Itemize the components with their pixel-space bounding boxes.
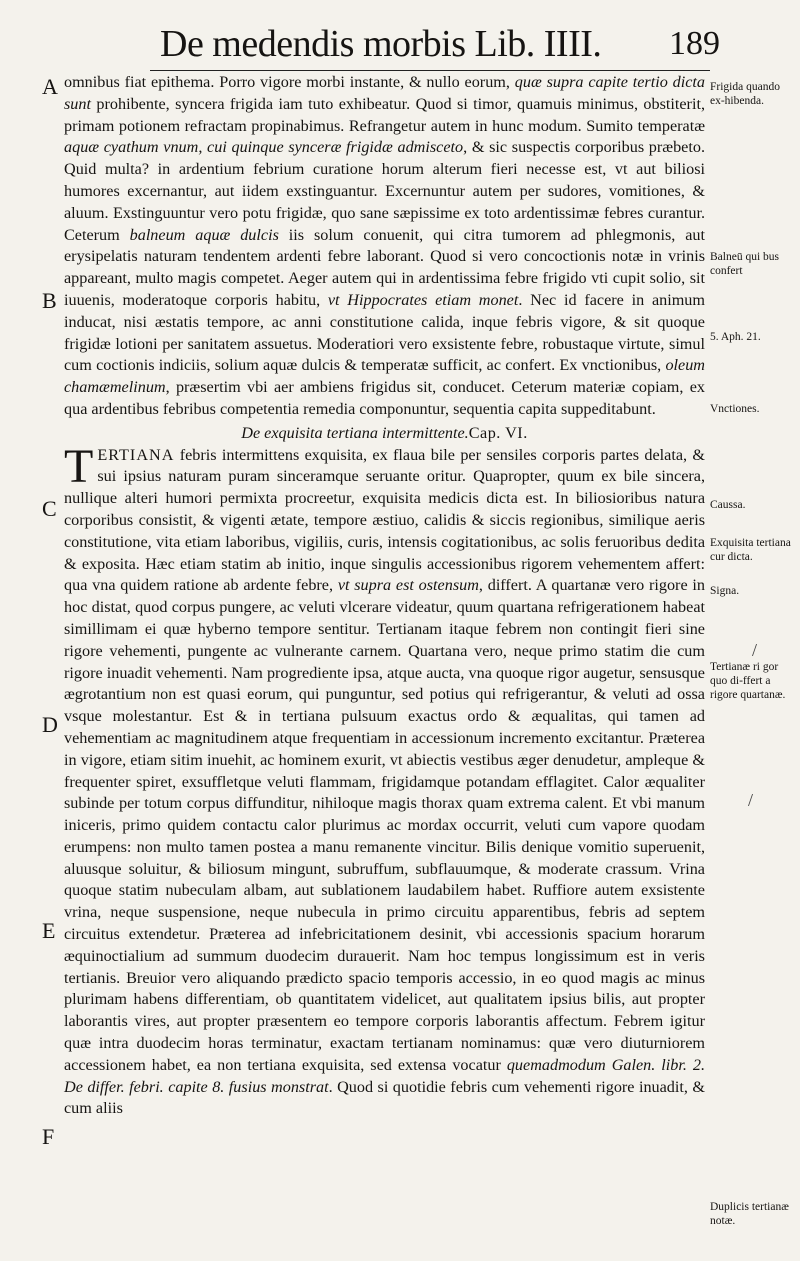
text-run: , differt. A quartanæ vero rigore in hoc distat, quod corpus pungere, ac veluti vlcerare videatur, quum quartana refrigerationem habeat simillimam ei quæ hyberno tempore sentitur. Tertianam itaque febrem non contingit fieri sine rigore vehementi, pungente ac vulnerante carnem. Quartana vero, neque primo statim die cum rigore inuadit vehementi. Nam progrediente ipsa, atque aucta, vna quoque rigor augetur, sensusque ægrotantium non est quasi eorum, qui punguntur, sed potius qui refrigerantur, & veluti ad ossa vsque molestantur. Est & in tertiana pulsuum exactus ordo & æqualitas, qui tamen ad vehementiam ac magnitudinem atque frequentiam in accessionum incremento excitantur. Præterea in vigore, etiam sitim inuehit, ac hominem exurit, vt abiectis vestibus æger denudetur, ampleque & frequenter spiret, exsuffletque veluti flammam, frigidamque potandam efflagitet. Calor æqualiter subinde per totum corpus diffunditur, nihiloque magis thorax quam extrema calent. Et vbi manum iniceris, primo quidem contactu calor plurimus ac mordax occurrit, veluti cum vapore quodam erumpens: non multo tamen postea a manu remanente vincitur. Bilis denique vomitio superuenit, aluusque soluitur, & biliosum mingunt, subruffum, subflauumque, & moderate crassum. Vrina quoque statim nubeculam albam, aut sublationem laudabilem habet. Ruffiore autem exsistente vrina, neque suspensione, neque nubecula in primo circuitu apparentibus, febris ad septem circuitus extendetur. Præterea ad infebricitationem desinit, vbi accessionis spacium horarum æquinoctialium ad summum duodecim durauerit. Nam hoc tempus longissimum est in veris tertianis. Breuior vero aliquando prædicto spacio temporis accessio, in eo quod magis ac minus plurimam habens differentiam, ob quantitatem videlicet, aut qualitatem ipsius bilis, aut propter laborantis vires, aut propter præsentem eo tempore corporis laborantis affectum. Febrem igitur quæ intra duodecim horas terminatur, exactam tertianam nominamus: quæ vero diuturniorem accessionem habet, ea non tertiana exquisita, sed extensa vocatur [64,576,705,1074]
running-head [160,18,720,70]
text-run: , præsertim vbi aer ambiens frigidus sit, conducet. Ceterum materiæ copiam, ex qua ardentibus febribus competentia remedia componuntur, sequentia capita suppeditabunt. [64,378,705,418]
margin-note-vnctiones: Vnctiones. [710,403,760,415]
margin-note-aphorism: 5. Aph. 21. [710,331,761,343]
italic-run: quemadmodum Galen. libr. 2. De differ. febri. capite 8. fusius monstrat [64,1055,705,1096]
section-letter-b: B [42,288,57,313]
text-run: , & sic suspectis corporibus præbeto. Quid multa? in ardentium febrium curatione horum alterum fieri necesse est, vt aut biliosi humores excernantur, aut iidem exstinguantur. Excernuntur autem per sudores, vomitiones, & aluum. Exstinguuntur vero potu frigidæ, quo sane sæpissime ex toto ardentissimæ febres curantur. Ceterum [64,138,705,244]
text-run: febris intermittens exquisita, ex flaua bile per sensiles corporis partes delata, & sui ipsius naturam puram sinceramque seruante oritur. Quapropter, quum ex bile sincera, nullique alteri humori permixta procreetur, exquisita medicis dicta est. In biliosioribus natura corporibus consistit, & vigenti ætate, tempore æstiuo, calidis & siccis regionibus, similique aeris constitutione, vita etiam laboribus, vigiliis, curis, intensis cogitationibus, ac solis feruoribus dedita & exposita. Hæc etiam statim ab initio, inque singulis accessionibus rigorem vehementem affert: qua vna quidem ratione ab ardente febre, [64,445,705,595]
margin-note-duplicis: Duplicis tertianæ notæ. [710,1201,789,1227]
section-letter-a: A [42,74,58,99]
running-title: De medendis morbis Lib. IIII. [160,23,602,65]
paragraph-2 [64,439,705,1121]
section-letter-e: E [42,918,56,943]
italic-run: vt Hippocrates etiam monet [327,290,519,309]
chapter-heading [64,423,705,445]
page-number: 189 [669,25,720,62]
margin-note-rigor: Tertianæ ri gor quo di-ffert a rigore quartanæ. [710,661,786,701]
lead-word: ERTIANA [97,445,175,464]
pen-mark-icon: / [752,640,758,660]
text-run: . Nec id facere in animum inducat, nisi æstatis tempore, ac anni constitutione calida, inque febris vigore, & sit quoque frigidæ lotioni per sanitatem assuetus. Moderatiori vero exsistente febre, robustaque virtute, simul cum coctionis indiciis, solium aquæ dulcis & temperatæ sufficit, ac confert. Ex vnctionibus, [64,290,705,375]
italic-run: quæ supra capite tertio dicta sunt [64,73,705,113]
pen-mark-icon: / [748,790,754,810]
margin-note-frigida: Frigida quando ex-hibenda. [710,81,780,107]
italic-run: aquæ cyathum vnum, cui quinque synceræ frigidæ admisceto [64,138,464,157]
chapter-title: De exquisita tertiana intermittente. [241,423,469,442]
chapter-number: Cap. VI. [468,423,528,442]
text-run: omnibus fiat epithema. Porro vigore morbi instante, & nullo eorum, [64,73,515,91]
section-letter-d: D [42,712,58,737]
text-run: prohibente, syncera frigida iam tuto exhibeatur. Quod si timor, quamuis minimus, obstiterit, primam potionem refractam propinabimus. Refrangetur autem in hunc modum. Sumito temperatæ [64,94,705,135]
section-letter-f: F [42,1124,55,1149]
italic-run: oleum chamæmelinum [64,356,705,397]
paragraph-1 [64,72,705,421]
margin-note-caussa: Caussa. [710,499,746,511]
margin-note-exquisita: Exquisita tertiana cur dicta. [710,537,791,563]
margin-note-balneum: Balneū qui bus confert [710,251,779,277]
header-rule [150,70,710,71]
main-text [64,72,705,1120]
text-run: iis solum conuenit, qui citra tumorem ad phlegmonis, aut erysipelatis naturam tendentem ardenti febre laborant. Quod si vero concoctionis notæ in vrinis appareant, multo magis competet. Aeger autem qui in ardentissima febre frigido vti cupit solio, sit iuuenis, moderatoque corporis habitu, [64,225,705,309]
italic-run: balneum aquæ dulcis [129,225,279,244]
margin-note-signa: Signa. [710,585,740,597]
section-letter-c: C [42,496,57,521]
italic-run: vt supra est ostensum [337,576,479,595]
text-run: . Quod si quotidie febris cum vehementi rigore inuadit, & cum aliis [64,1077,705,1118]
drop-cap: T [64,439,94,493]
